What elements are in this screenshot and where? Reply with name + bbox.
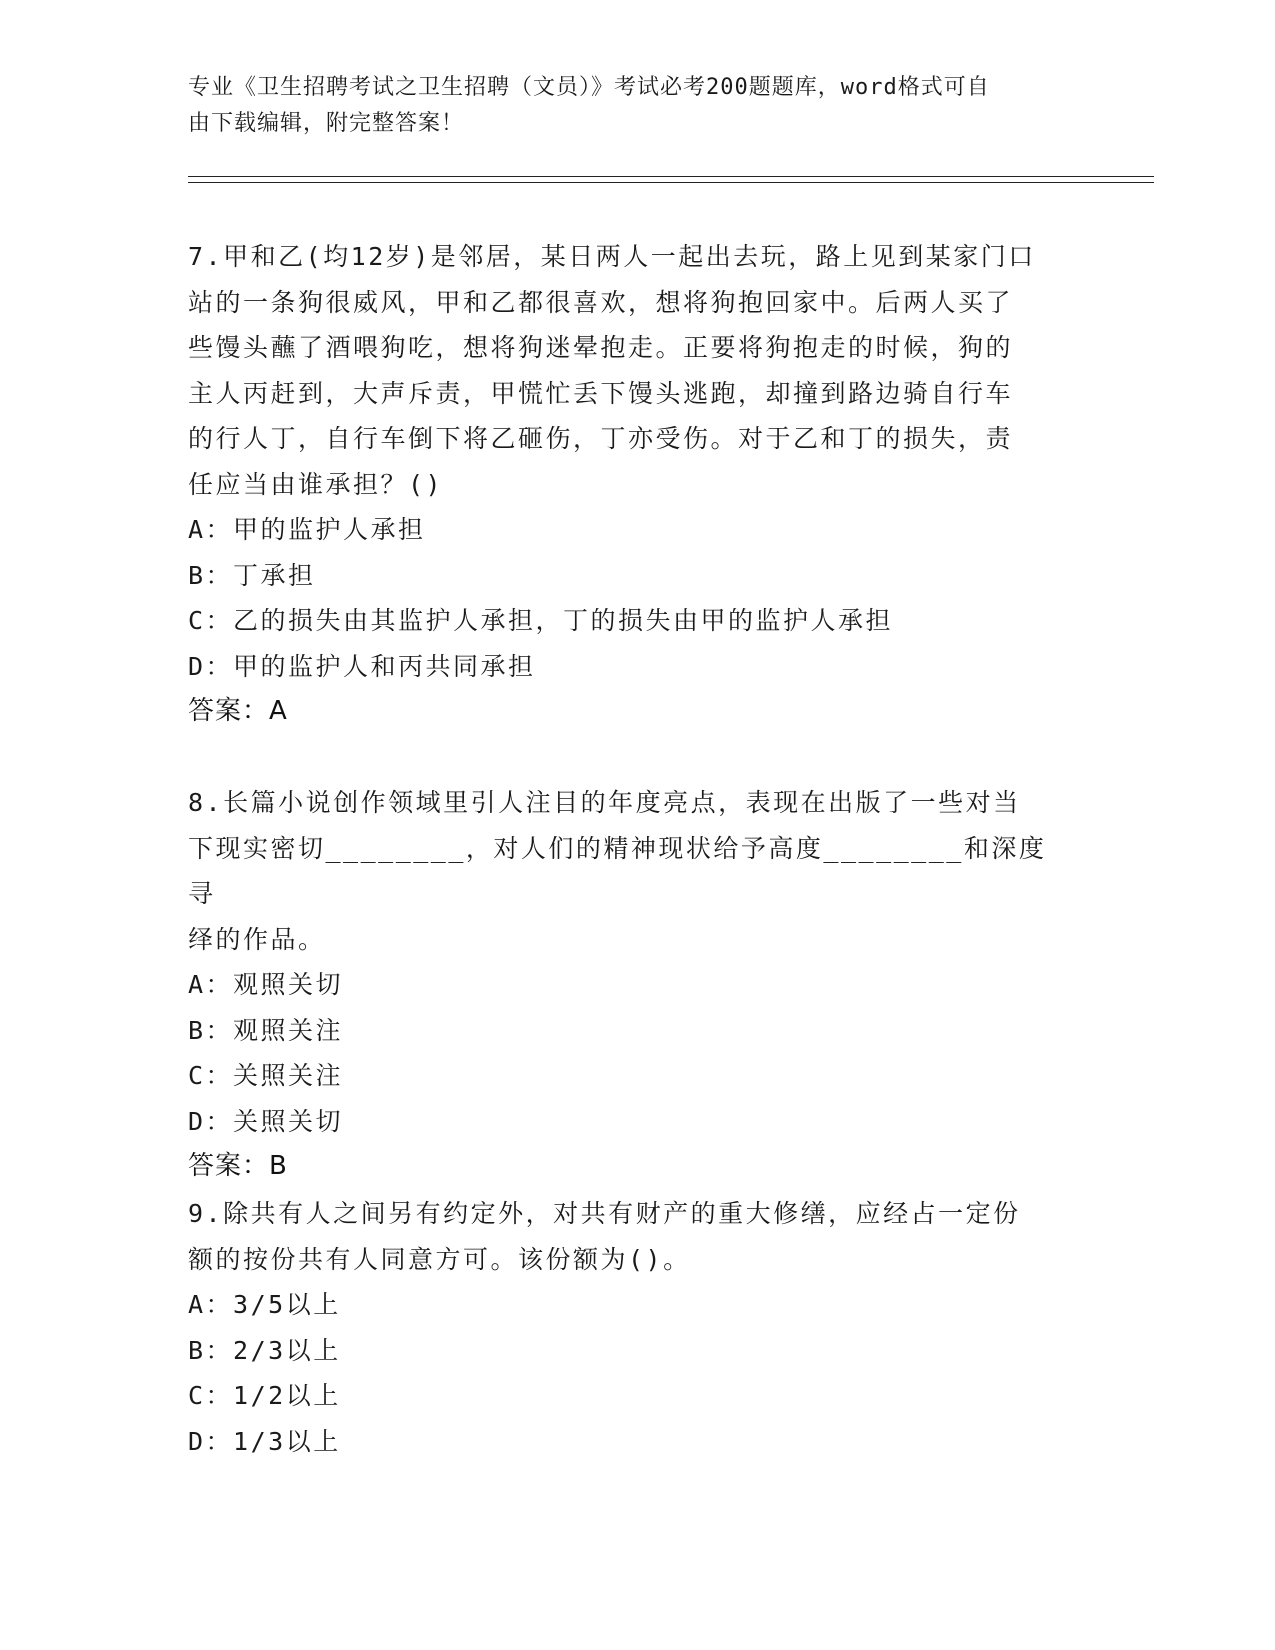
option-b: B：2/3以上 <box>188 1335 341 1365</box>
question-stem-line: 7.甲和乙(均12岁)是邻居，某日两人一起出去玩，路上见到某家门口 <box>188 242 1036 271</box>
question-stem-line: 任应当由谁承担？() <box>188 469 444 499</box>
header-divider-top <box>188 176 1154 177</box>
question-7 <box>188 234 1068 735</box>
question-stem-line: 绎的作品。 <box>188 924 326 954</box>
option-c: C：关照关注 <box>188 1061 344 1090</box>
option-c: C：1/2以上 <box>188 1381 341 1410</box>
question-stem-line: 8.长篇小说创作领域里引人注目的年度亮点，表现在出版了一些对当 <box>188 788 1021 817</box>
question-stem-line: 9.除共有人之间另有约定外，对共有财产的重大修缮，应经占一定份 <box>188 1199 1021 1228</box>
option-b: B：丁承担 <box>188 560 316 590</box>
question-stem-line: 些馒头蘸了酒喂狗吃，想将狗迷晕抱走。正要将狗抱走的时候，狗的 <box>188 333 1014 362</box>
option-d: D：1/3以上 <box>188 1426 341 1456</box>
document-header <box>188 70 1088 142</box>
option-c: C：乙的损失由其监护人承担，丁的损失由甲的监护人承担 <box>188 606 894 635</box>
answer-line: 答案：A <box>188 696 288 726</box>
question-stem-line: 下现实密切________，对人们的精神现状给予高度________和深度寻 <box>188 833 1047 908</box>
header-line-1: 专业《卫生招聘考试之卫生招聘（文员）》考试必考200题题库，word格式可自 <box>188 75 990 100</box>
option-d: D：甲的监护人和丙共同承担 <box>188 651 536 681</box>
question-stem-line: 额的按份共有人同意方可。该份额为()。 <box>188 1244 691 1274</box>
question-stem-line: 的行人丁，自行车倒下将乙砸伤，丁亦受伤。对于乙和丁的损失，责 <box>188 424 1014 453</box>
option-a: A：观照关切 <box>188 970 344 999</box>
option-b: B：观照关注 <box>188 1015 344 1045</box>
question-stem-line: 站的一条狗很威风，甲和乙都很喜欢，想将狗抱回家中。后两人买了 <box>188 287 1014 317</box>
question-9 <box>188 1191 1068 1464</box>
header-divider-bottom <box>188 182 1154 183</box>
question-stem-line: 主人丙赶到，大声斥责，甲慌忙丢下馒头逃跑，却撞到路边骑自行车 <box>188 378 1014 408</box>
option-a: A：甲的监护人承担 <box>188 515 426 544</box>
question-8 <box>188 780 1068 1190</box>
option-a: A：3/5以上 <box>188 1290 341 1319</box>
header-line-2: 由下载编辑，附完整答案！ <box>188 111 465 136</box>
answer-line: 答案：B <box>188 1151 288 1181</box>
option-d: D：关照关切 <box>188 1106 344 1136</box>
